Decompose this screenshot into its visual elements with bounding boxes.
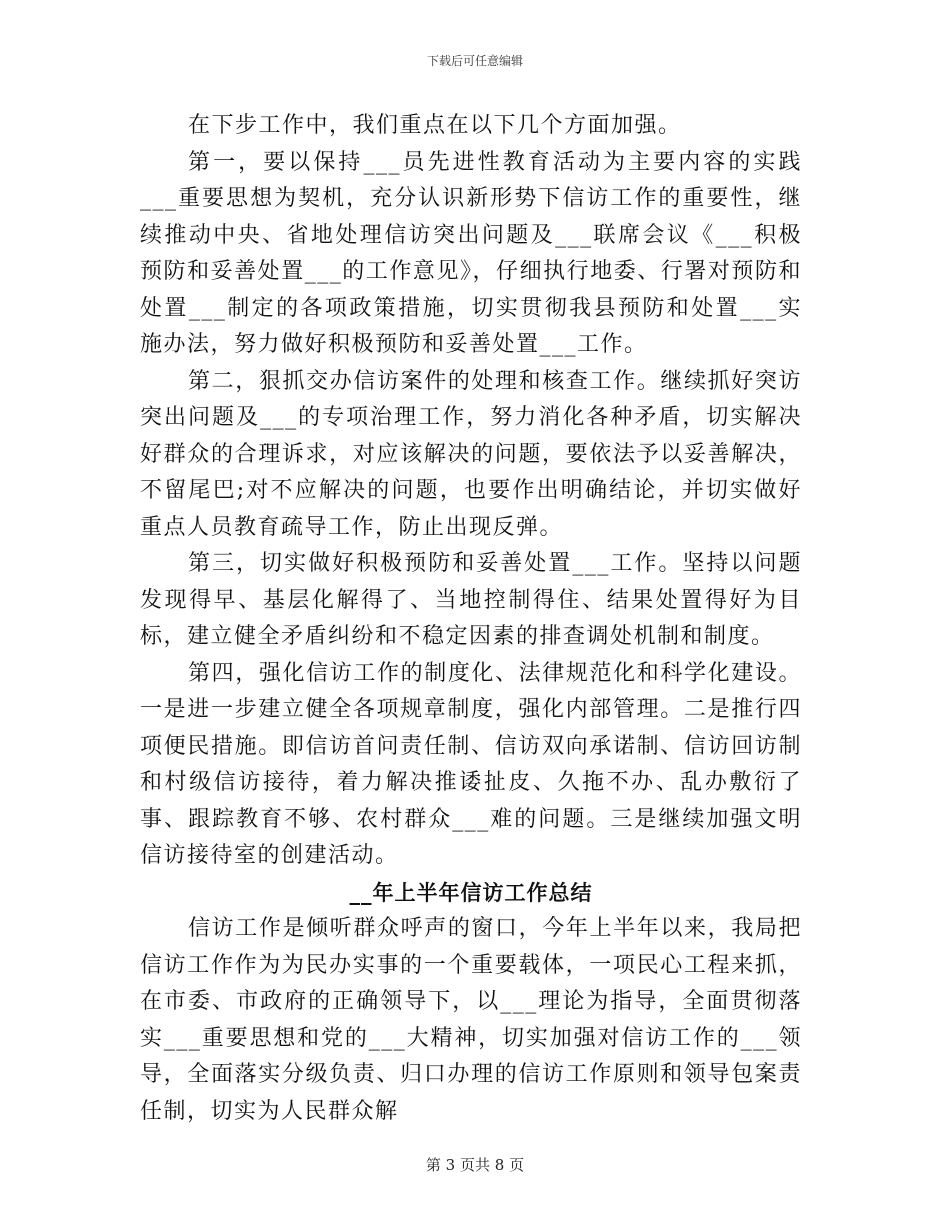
paragraph-third: 第三，切实做好积极预防和妥善处置___工作。坚持以问题发现得早、基层化解得了、当地控制得住、结果处置得好为目标，建立健全矛盾纠纷和不稳定因素的排查调处机制和制度。 [140, 551, 802, 649]
paragraph-first: 第一，要以保持___员先进性教育活动为主要内容的实践___重要思想为契机，充分认识新形势下信访工作的重要性，继续推动中央、省地处理信访突出问题及___联席会议《___积极预防和妥善处置___的工作意见》，仔细执行地委、行署对预防和处置___制定的各项政策措施，切实贯彻我县预防和处置___实施办法，努力做好积极预防和妥善处置___工作。 [140, 149, 802, 357]
page-number: 第 3 页共 8 页 [425, 1156, 525, 1174]
paragraph-second: 第二，狠抓交办信访案件的处理和核查工作。继续抓好突访突出问题及___的专项治理工作，努力消化各种矛盾，切实解决好群众的合理诉求，对应该解决的问题，要依法予以妥善解决，不留尾巴;对不应解决的问题，也要作出明确结论，并切实做好重点人员教育疏导工作，防止出现反弹。 [140, 368, 802, 540]
paragraph-fourth: 第四，强化信访工作的制度化、法律规范化和科学化建设。一是进一步建立健全各项规章制度，强化内部管理。二是推行四项便民措施。即信访首问责任制、信访双向承诺制、信访回访制和村级信访接待，着力解决推诿扯皮、久拖不办、乱办敷衍了事、跟踪教育不够、农村群众___难的问题。三是继续加强文明信访接待室的创建活动。 [140, 660, 802, 868]
paragraph-summary: 信访工作是倾听群众呼声的窗口，今年上半年以来，我局把信访工作作为为民办实事的一个重要载体，一项民心工程来抓，在市委、市政府的正确领导下，以___理论为指导，全面贯彻落实___重要思想和党的___大精神，切实加强对信访工作的___领导，全面落实分级负责、归口办理的信访工作原则和领导包案责任制，切实为人民群众解 [140, 916, 802, 1124]
document-body [140, 108, 802, 1130]
paragraph-intro: 在下步工作中，我们重点在以下几个方面加强。 [188, 113, 682, 138]
header-note: 下载后可任意编辑 [426, 54, 523, 68]
section-heading: __年上半年信访工作总结 [349, 880, 593, 905]
